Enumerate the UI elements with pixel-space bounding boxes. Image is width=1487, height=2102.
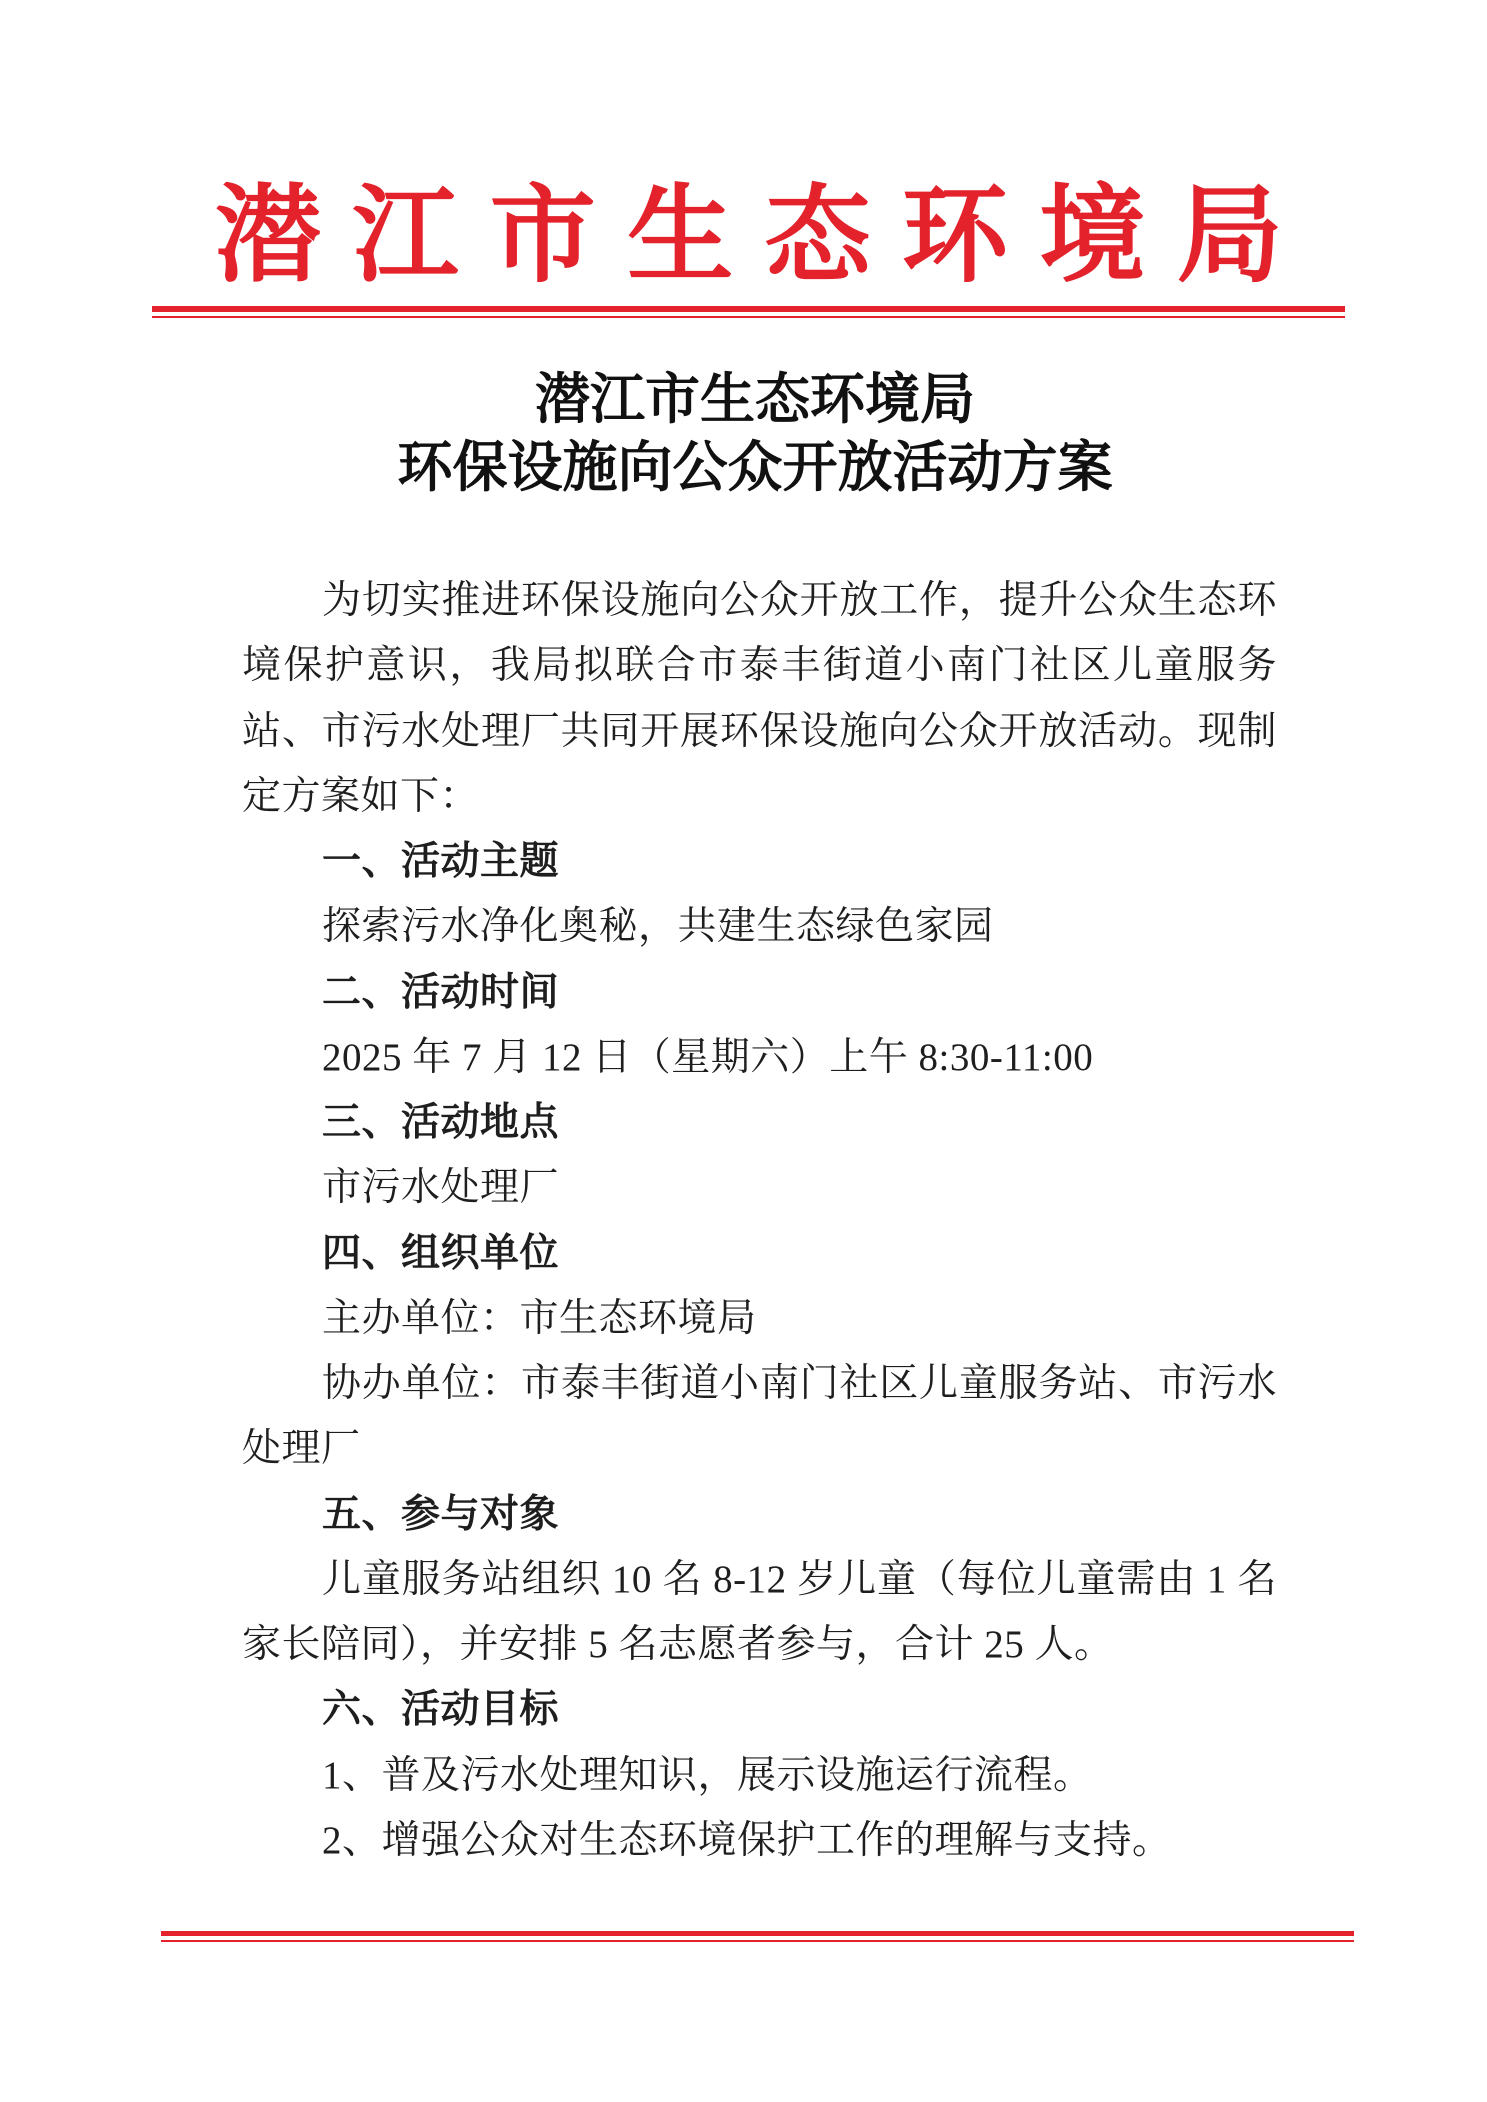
text-line: 2、增强公众对生态环境保护工作的理解与支持。 bbox=[322, 1818, 1172, 1862]
section-heading: 四、组织单位 bbox=[322, 1230, 560, 1276]
text-line: 探索污水净化奥秘，共建生态绿色家园 bbox=[322, 905, 994, 949]
text-line: 儿童服务站组织 10 名 8-12 岁儿童（每位儿童需由 1 名 bbox=[322, 1557, 1277, 1601]
letterhead-red-rule-thin bbox=[152, 316, 1345, 318]
text-line: 家长陪同），并安排 5 名志愿者参与，合计 25 人。 bbox=[242, 1623, 1114, 1666]
text-line: 境保护意识，我局拟联合市泰丰街道小南门社区儿童服务 bbox=[242, 644, 1277, 688]
footer-red-rule-thin bbox=[161, 1940, 1354, 1942]
document-title bbox=[155, 365, 1355, 501]
text-line: 2025 年 7 月 12 日（星期六）上午 8:30-11:00 bbox=[322, 1035, 1094, 1079]
text-line: 处理厂 bbox=[242, 1427, 361, 1471]
text-line: 站、市污水处理厂共同开展环保设施向公众开放活动。现制 bbox=[242, 709, 1277, 753]
intro-paragraph bbox=[242, 568, 1277, 829]
letterhead-org-name: 潜江市生态环境局 bbox=[215, 172, 1315, 297]
section-activity-time bbox=[242, 960, 1277, 1091]
title-line-1: 潜江市生态环境局 bbox=[534, 366, 975, 431]
section-activity-theme bbox=[242, 829, 1277, 960]
text-line: 为切实推进环保设施向公众开放工作，提升公众生态环 bbox=[322, 579, 1277, 622]
text-line: 定方案如下： bbox=[242, 774, 480, 818]
title-line-2: 环保设施向公众开放活动方案 bbox=[397, 434, 1113, 499]
section-goals bbox=[242, 1677, 1277, 1873]
footer-red-rule-thick bbox=[161, 1931, 1354, 1936]
section-heading: 六、活动目标 bbox=[322, 1687, 560, 1733]
section-participants bbox=[242, 1482, 1277, 1678]
text-line: 协办单位：市泰丰街道小南门社区儿童服务站、市污水 bbox=[322, 1362, 1277, 1405]
section-heading: 一、活动主题 bbox=[322, 839, 560, 884]
section-heading: 五、参与对象 bbox=[322, 1491, 560, 1537]
text-line: 市污水处理厂 bbox=[322, 1166, 560, 1210]
text-line: 主办单位：市生态环境局 bbox=[322, 1296, 757, 1340]
section-organizers bbox=[242, 1221, 1277, 1482]
section-heading: 三、活动地点 bbox=[322, 1100, 560, 1145]
section-activity-location bbox=[242, 1090, 1277, 1221]
document-body bbox=[242, 568, 1277, 1873]
text-line: 1、普及污水处理知识，展示设施运行流程。 bbox=[322, 1753, 1093, 1797]
section-heading: 二、活动时间 bbox=[322, 969, 560, 1015]
letterhead-red-rule-thick bbox=[152, 306, 1345, 312]
